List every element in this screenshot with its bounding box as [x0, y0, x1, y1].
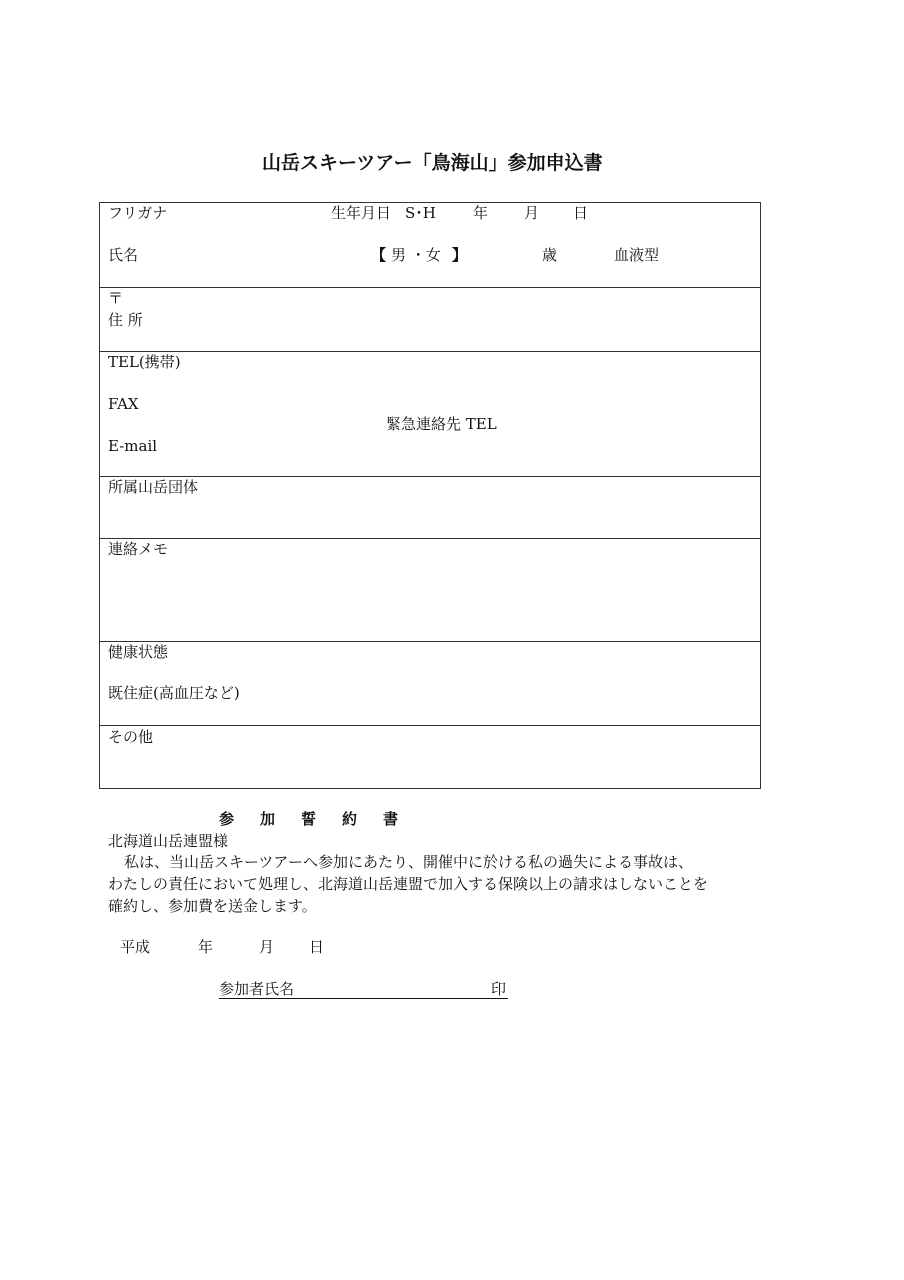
memo-label: 連絡メモ [108, 540, 169, 558]
date-era-label: 平成 [120, 938, 151, 956]
postal-mark: 〒 [108, 289, 124, 307]
row-divider [99, 351, 761, 352]
form-title: 山岳スキーツアー「鳥海山」参加申込書 [262, 152, 603, 174]
health-label: 健康状態 [108, 643, 169, 661]
age-label: 歳 [542, 246, 558, 264]
birthdate-label: 生年月日 [331, 204, 392, 222]
other-label: その他 [108, 728, 154, 746]
row-divider [99, 641, 761, 642]
row-divider [99, 287, 761, 288]
emergency-tel-label: 緊急連絡先 TEL [386, 415, 497, 433]
gender-options: 男 ・女 [391, 246, 441, 264]
date-month-label: 月 [259, 938, 275, 956]
club-label: 所属山岳団体 [108, 478, 199, 496]
furigana-label: フリガナ [108, 204, 168, 222]
pledge-line: 私は、当山岳スキーツアーへ参加にあたり、開催中に於ける私の過失による事故は、 [124, 853, 693, 871]
row-divider [99, 725, 761, 726]
pledge-line: わたしの責任において処理し、北海道山岳連盟で加入する保険以上の請求はしないことを [108, 875, 709, 893]
address-label: 住 所 [108, 311, 143, 329]
birth-day-label: 日 [573, 204, 589, 222]
row-divider [99, 538, 761, 539]
pledge-heading: 参加誓約書 [219, 810, 425, 828]
email-label: E-mail [108, 437, 158, 455]
date-year-label: 年 [198, 938, 214, 956]
birth-month-label: 月 [524, 204, 540, 222]
era-options: S･H [405, 204, 436, 222]
fax-label: FAX [108, 395, 139, 413]
signature-label: 参加者氏名 [219, 980, 295, 998]
blood-type-label: 血液型 [614, 246, 660, 264]
date-day-label: 日 [309, 938, 325, 956]
gender-bracket-close: 】 [452, 246, 468, 264]
gender-bracket-open: 【 [371, 246, 387, 264]
birth-year-label: 年 [473, 204, 489, 222]
pledge-addressee: 北海道山岳連盟様 [108, 832, 229, 850]
row-divider [99, 476, 761, 477]
medical-history-label: 既住症(高血圧など) [108, 684, 240, 702]
signature-line [219, 998, 508, 999]
name-label: 氏名 [108, 246, 139, 264]
mobile-tel-label: TEL(携帯) [108, 353, 181, 371]
pledge-line: 確約し、参加費を送金します。 [108, 897, 317, 915]
seal-label: 印 [491, 980, 507, 998]
